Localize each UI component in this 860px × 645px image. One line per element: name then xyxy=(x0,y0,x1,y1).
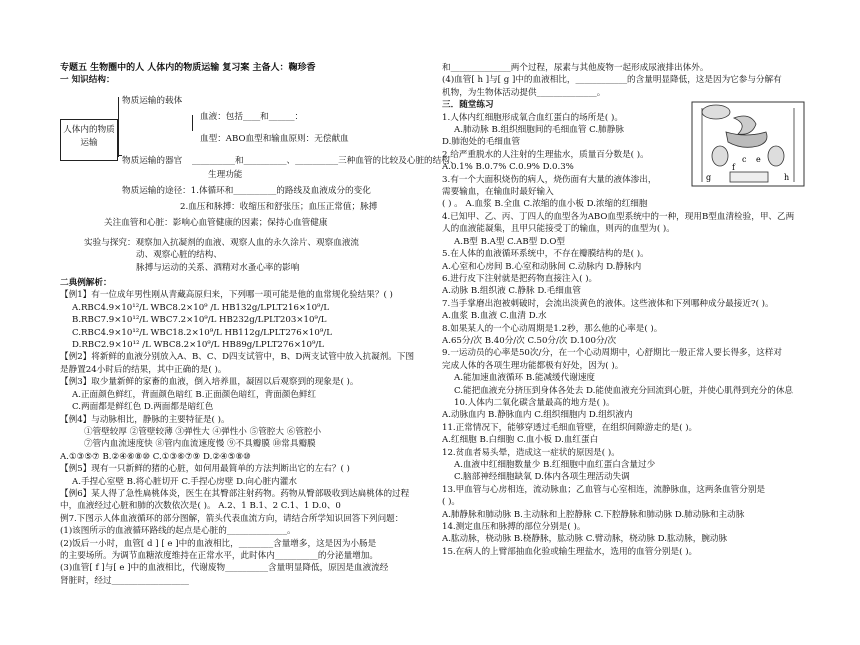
text-line: (2)饭后一小时，血管[ d ] [ e ]中的血液相比，________含量增多，这是因为小肠是 xyxy=(60,538,377,549)
text-line: 【例5】现有一只新鲜的猪的心脏，如何用最简单的方法判断出它的左右？( ) xyxy=(60,464,350,475)
text-line: 9.一运动员的心率是50次/分，在一个心动周期中，心舒期比一般正常人要长得多，这样对 xyxy=(442,348,783,359)
text-line: ①管壁较厚 ②管壁较薄 ③弹性大 ④弹性小 ⑤管腔大 ⑥管腔小 xyxy=(84,426,322,437)
page-title: 专题五 生物圈中的人 人体内的物质运输 复习案 主备人：鞠珍香 xyxy=(60,63,316,73)
text-line: A.肺动脉 B.组织细胞间的毛细血管 C.肺静脉 xyxy=(454,125,624,136)
outline-bloodtype: 血型：ABO血型和输血原则：无偿献血 xyxy=(200,133,349,144)
text-line: A.肱动脉，桡动脉 B.桡静脉，肱动脉 C.臂动脉，桡动脉 D.肱动脉，腕动脉 xyxy=(442,534,728,545)
text-line: 【例3】取少量新鲜的家畜的血液，倒入培养皿，凝固以后观察到的现象是( )。 xyxy=(60,377,359,388)
outline-root-label: 人体内的物质运输 xyxy=(63,124,115,148)
text-line: ( ) 。 A.血浆 B.全血 C.浓缩的血小板 D.浓缩的红细胞 xyxy=(442,199,648,210)
outline-tick xyxy=(118,155,122,156)
left-column xyxy=(60,62,459,587)
outline-exp3: 脉搏与运动的关系、酒精对水蚤心率的影响 xyxy=(136,262,300,273)
kidney-left xyxy=(712,146,728,166)
section2-heading: 二典例解析： xyxy=(60,278,112,289)
outline-root xyxy=(60,119,118,161)
label-g: g xyxy=(706,173,712,182)
knowledge-outline xyxy=(60,89,459,237)
text-line: 【例2】将新鲜的血液分别放入A、B、C、D四支试管中，B、D两支试管中放入抗凝剂。下图 xyxy=(60,352,415,363)
text-line: 需要输血，在输血时最好输入 xyxy=(442,187,554,198)
text-line: (4)血管[ h ]与[ g ]中的血液相比，____________的含量明显降低，这是因为它参与分解有 xyxy=(442,75,782,86)
text-line: 是静置24小时后的结果，其中正确的是( )。 xyxy=(60,364,227,375)
text-line: 【例4】与动脉相比，静脉的主要特征是( )。 xyxy=(60,414,230,425)
outline-bracket2 xyxy=(192,115,193,131)
text-line: 13.甲血管与心房相连，流动脉血；乙血管与心室相连，流静脉血，这两条血管分别是 xyxy=(442,484,766,495)
text-line: A.0.1% B.0.7% C.0.9% D.0.3% xyxy=(442,162,574,173)
text-line: A.血浆 B.血液 C.血清 D.水 xyxy=(442,311,547,322)
intestine-shape xyxy=(726,132,767,147)
outline-pressure: 2.血压和脉搏：收缩压和舒张压；血压正常值；脉搏 xyxy=(180,201,378,212)
text-line: C.两面都是鲜红色 D.两面都是暗红色 xyxy=(72,402,214,413)
text-line: C.脑部神经细胞缺氧 D.体内各项生理活动失调 xyxy=(454,472,630,483)
text-line: 和______________两个过程，尿素与其他废物一起形成尿液排出体外。 xyxy=(442,63,709,73)
outline-exp1: 实验与探究：观察加入抗凝剂的血液、观察人血的永久涂片、观察血液流 xyxy=(84,237,360,248)
text-line: A.RBC4.9×10¹²/L WBC8.2×10⁹ /L HB132g/LPLT216×10⁹/L xyxy=(72,302,330,313)
text-line: C.RBC4.9×10¹²/L WBC18.2×10⁹/L HB112g/LPLT276×10⁹/L xyxy=(72,327,332,338)
text-line: A.心室和心房间 B.心室和动脉间 C.动脉内 D.静脉内 xyxy=(442,261,642,272)
text-line: 完成人体的各项生理功能都极有好处，因为( )。 xyxy=(442,360,624,371)
text-line: 12.贫血者易头晕，造成这一症状的原因是( )。 xyxy=(442,447,620,458)
text-line: A.能加速血液循环 B.能减缓代谢速度 xyxy=(454,373,596,384)
text-line: 4.已知甲、乙、丙、丁四人的血型各为ABO血型系统中的一种，现用B型血清检验，甲、乙两 xyxy=(442,211,795,222)
text-line: A.正面颜色鲜红，背面颜色暗红 B.正面颜色暗红，背面颜色鲜红 xyxy=(72,389,317,400)
text-line: 肾脏时，经过__________________ xyxy=(60,575,189,586)
text-line: 8.如果某人的一个心动周期是1.2秒，那么他的心率是( )。 xyxy=(442,323,663,334)
text-line: D.RBC2.9×10¹² /L WBC8.2×10⁹/L HB89g/LPLT276×10⁹/L xyxy=(72,340,325,351)
text-line: A.红细胞 B.白细胞 C.血小板 D.血红蛋白 xyxy=(442,435,599,446)
text-line: 5.在人体的血液循环系统中，不存在瓣膜结构的是( )。 xyxy=(442,249,649,260)
text-line: A.血液中红细胞数量少 B.红细胞中血红蛋白含量过少 xyxy=(454,460,656,470)
section3-heading: 三．随堂练习 xyxy=(442,100,494,111)
text-line: 中，血液经过心脏和肺的次数依次是( )。 A.2、1 B.1、2 C.1、1 D.0、0 xyxy=(60,501,341,512)
text-line: 1.人体内红细胞形成氧合血红蛋白的场所是( )。 xyxy=(442,112,623,123)
example7-continued xyxy=(442,62,814,99)
kidney-right xyxy=(768,146,784,166)
text-line: 14.测定血压和脉搏的部位分别是( )。 xyxy=(442,522,586,533)
text-line: 人的血液能凝集，且甲只能接受丁的输血，则丙的血型为( )。 xyxy=(442,224,675,235)
text-line: 2.给严重脱水的人注射的生理盐水，质量百分数是( )。 xyxy=(442,149,649,160)
label-f: f xyxy=(732,163,735,172)
text-line: A.①③⑤⑦ B.②④⑥⑧⑩ C.①③⑥⑦⑨ D.②④⑤⑧⑩ xyxy=(60,451,251,462)
label-h: h xyxy=(784,173,790,182)
text-line: 【例1】有一位成年男性刚从青藏高原归来，下列哪一项可能是他的血常规化验结果？( ) xyxy=(60,290,393,301)
outline-path: 物质运输的途径：1.体循环和__________的路线及血液成分的变化 xyxy=(122,185,371,196)
text-line: 7.当手掌磨出泡被刺破时，会流出淡黄色的液体。这些液体和下列哪种成分最接近?( )。 xyxy=(442,298,774,309)
text-line: D.肺泡处的毛细血管 xyxy=(442,137,521,148)
outline-health: 关注血管和心脏：影响心血管健康的因素；保持心血管健康 xyxy=(104,217,328,228)
label-c: c xyxy=(742,155,747,164)
text-line: A.65分/次 B.40分/次 C.50分/次 D.100分/次 xyxy=(442,335,617,346)
circulation-diagram xyxy=(686,98,812,192)
text-line: 10.人体内二氧化碳含量最高的地方是( )。 xyxy=(454,397,615,408)
text-line: A.肺静脉和肺动脉 B.主动脉和上腔静脉 C.下腔静脉和肺动脉 D.肺动脉和主动脉 xyxy=(442,509,745,520)
text-line: B.RBC7.9×10¹²/L WBC7.2×10⁹/L HB232g/LPLT203×10⁹/L xyxy=(72,315,327,326)
text-line: 11.正常情况下，能够穿透过毛细血管壁，在组织间隙游走的是( )。 xyxy=(442,422,698,433)
text-line: ⑦管内血流速度快 ⑧管内血流速度慢 ⑨不具瓣膜 ⑩常具瓣膜 xyxy=(84,439,316,450)
text-line: 6.进行皮下注射就是把药物直接注入( )。 xyxy=(442,273,598,284)
text-line: A.B型 B.A型 C.AB型 D.O型 xyxy=(454,236,565,247)
outline-exp2: 动、观察心脏的结构、 xyxy=(136,250,222,261)
stomach-shape xyxy=(734,116,756,134)
text-line: A.动脉 B.组织液 C.静脉 D.毛细血管 xyxy=(442,286,582,297)
example-list xyxy=(60,289,432,587)
text-line: 的主要场所。为调节血糖浓度维持在正常水平，此时体内__________的分泌量增加。 xyxy=(60,550,378,561)
text-line: 3.有一个大面积烧伤的病人，烧伤面有大量的液体渗出， xyxy=(442,174,657,185)
outline-organs: 物质运输的器官 xyxy=(122,155,183,166)
text-line: 15.在病人的上臂部抽血化验或输生理盐水，选用的血管分别是( )。 xyxy=(442,546,698,557)
text-line: 机物，为生物体活动提供______________。 xyxy=(442,87,606,98)
text-line: ( )。 xyxy=(442,497,461,508)
text-line: (3)血管[ f ]与[ e ]中的血液相比，代谢废物__________含量明显降低，原因是血液流经 xyxy=(60,563,389,574)
section1-heading: 一 知识结构： xyxy=(60,75,115,86)
label-e: e xyxy=(756,155,761,164)
text-line: 例7.下图示人体血液循环的部分图解，箭头代表血流方向，请结合所学知识回答下列问题： xyxy=(60,513,404,524)
outline-bracket xyxy=(118,97,119,157)
outline-organs-detail2: 生理功能 xyxy=(208,169,243,180)
text-line: 【例6】某人得了急性扁桃体炎，医生在其臀部注射药物。药物从臀部吸收到达扁桃体的过程 xyxy=(60,488,410,499)
text-line: (1)该图所示的血液循环路线的起点是心脏的______________。 xyxy=(60,526,296,537)
text-line: A.手捏心室壁 B.将心脏切开 C.手捏心房壁 D.向心脏内灌水 xyxy=(72,476,297,487)
outline-carrier: 物质运输的载体 xyxy=(122,95,183,106)
outline-organs-detail: __________和__________、__________三种血管的比较及心脏的结构、 xyxy=(192,155,459,166)
tissue-shape xyxy=(730,172,768,182)
text-line: C.能把血液充分挤压到身体各处去 D.能使血液充分回流到心脏，并使心肌得到充分的休息 xyxy=(454,385,794,396)
outline-blood: 血液：包括____和______： xyxy=(200,111,304,122)
text-line: A.动脉血内 B.静脉血内 C.组织细胞内 D.组织液内 xyxy=(442,410,633,421)
liver-shape xyxy=(702,105,730,119)
